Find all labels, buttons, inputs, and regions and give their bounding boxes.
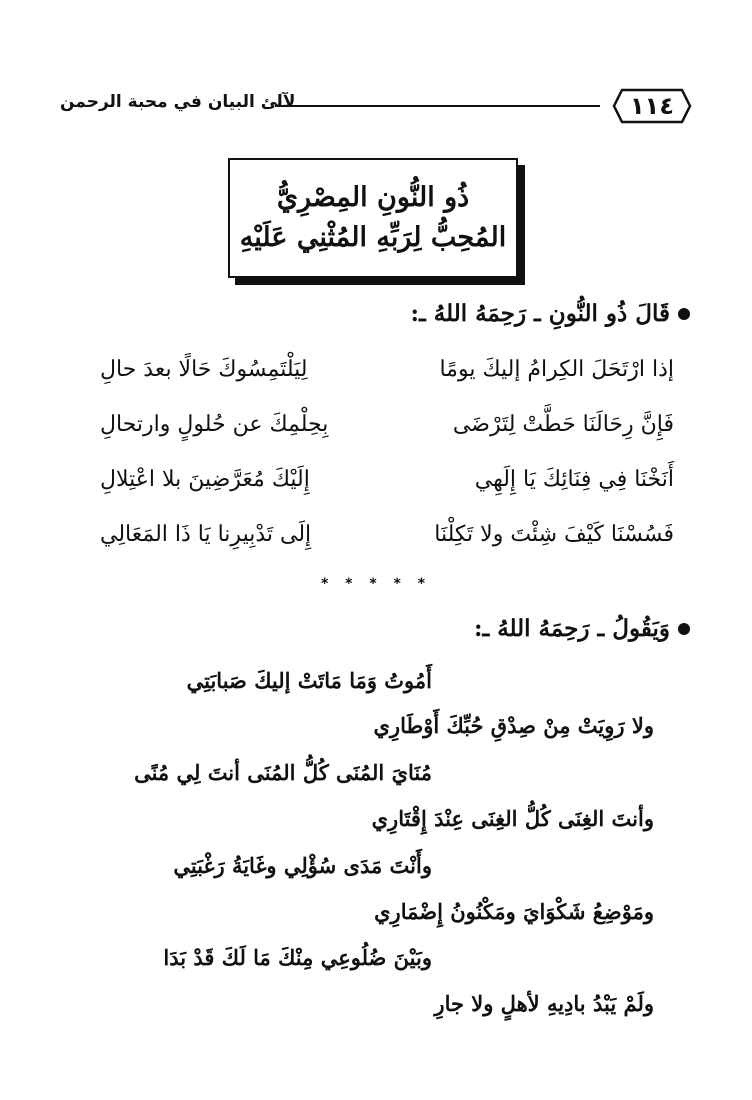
header-rule	[275, 105, 600, 107]
couplet-3	[100, 459, 674, 499]
couplet-4-second-hemistich: إِلَى تَدْبِيرِنا يَا ذَا المَعَالِي	[100, 521, 312, 547]
section-1-heading-text: قَالَ ذُو النُّونِ ـ رَحِمَهُ اللهُ ـ:	[410, 300, 670, 327]
bullet-icon	[678, 623, 690, 635]
verse-line-8: ولَمْ يَبْدُ بادِيهِ لأهلٍ ولا جارِ	[434, 991, 654, 1016]
couplet-3-first-hemistich: أَنَخْنَا فِي فِنَائِكَ يَا إِلَهِي	[474, 466, 674, 492]
verse-line-1: أَمُوتُ وَمَا مَاتَتْ إليكَ صَبابَتِي	[186, 668, 432, 693]
section-2-heading	[474, 615, 690, 642]
verse-line-7: وبَيْنَ ضُلُوعِي مِنْكَ مَا لَكَ قَدْ بَدَا	[163, 945, 432, 970]
section-2-heading-text: وَيَقُولُ ـ رَحِمَهُ اللهُ ـ:	[473, 615, 670, 642]
bullet-icon	[678, 308, 690, 320]
section-1-heading	[411, 300, 690, 327]
running-title: لآلئ البيان في محبة الرحمن	[60, 92, 296, 112]
page-number-text: ١١٤	[630, 92, 674, 120]
chapter-title-line-1: ذُو النُّونِ المِصْرِيُّ	[276, 181, 470, 213]
page-header	[60, 80, 692, 132]
chapter-title-line-2: المُحِبُّ لِرَبِّهِ المُثْنِي عَلَيْهِ	[239, 222, 507, 253]
verse-line-4: وأنتَ الغِنَى كُلُّ الغِنَى عِنْدَ إِقْتَارِي	[371, 806, 654, 831]
couplet-1-first-hemistich: إذا ارْتَحَلَ الكِرامُ إليكَ يومًا	[439, 356, 674, 382]
couplet-4	[100, 514, 674, 554]
verse-line-2: ولا رَوِيَتْ مِنْ صِدْقِ حُبِّكَ أَوْطَارِي	[373, 713, 654, 738]
chapter-title-box	[228, 158, 518, 278]
couplet-3-second-hemistich: إِلَيْكَ مُعَرَّضِينَ بلا اعْتِلالِ	[100, 466, 310, 492]
verse-line-3: مُنَايَ المُنَى كُلُّ المُنَى أنتَ لِي مُنًى	[134, 760, 432, 785]
couplet-2-first-hemistich: فَإِنَّ رِحَالَنَا حَطَّتْ لِتَرْضَى	[452, 411, 674, 437]
couplet-1	[100, 349, 674, 389]
couplet-1-second-hemistich: لِيَلْتَمِسُوكَ حَالًا بعدَ حالِ	[100, 356, 308, 382]
page-number	[612, 88, 692, 124]
verse-line-5: وأَنْتَ مَدَى سُؤْلِي وغَايَةُ رَغْبَتِي	[173, 853, 432, 878]
couplet-2	[100, 404, 674, 444]
couplet-4-first-hemistich: فَسُسْنَا كَيْفَ شِئْتَ ولا تَكِلْنَا	[434, 521, 674, 547]
couplet-2-second-hemistich: بِحِلْمِكَ عن حُلولٍ وارتحالِ	[100, 411, 329, 437]
section-separator: * * * * *	[320, 576, 432, 592]
verse-line-6: ومَوْضِعُ شَكْوَايَ ومَكْنُونُ إِضْمَارِي	[374, 899, 654, 924]
